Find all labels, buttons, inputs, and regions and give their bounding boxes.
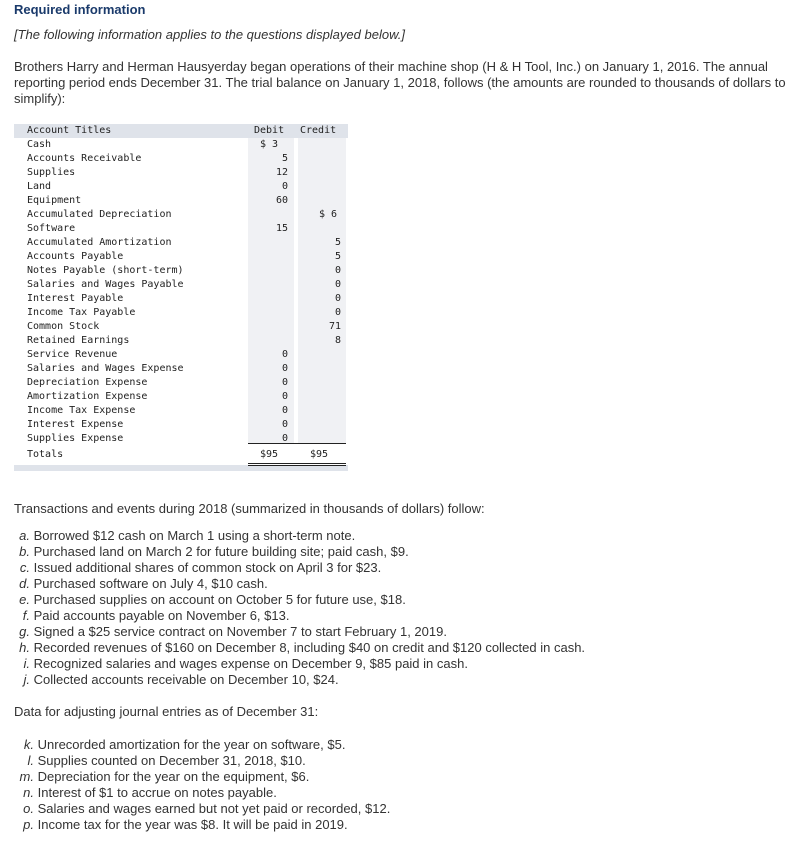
debit-amount: 5 [281, 153, 288, 164]
table-row [14, 236, 348, 250]
adjustment-item-letter: p. [23, 817, 34, 832]
intro-note: [The following information applies to the questions displayed below.] [14, 27, 405, 42]
account-title: Accounts Receivable [27, 153, 142, 164]
credit-amount: 5 [334, 251, 341, 262]
intro-paragraph: Brothers Harry and Herman Hausyerday began operations of their machine shop (H & H Tool, Inc.) on January 1, 2016. The annual reporting period ends December 31. The trial balance on January 1, 2018, follows (the amounts are rounded to thousands of dollars to simplify): [14, 59, 786, 106]
account-title: Equipment [27, 195, 82, 206]
header-account-titles: Account Titles [27, 125, 112, 136]
double-rule-top [248, 463, 346, 464]
table-row [14, 348, 348, 362]
adjustment-item-text: Unrecorded amortization for the year on software, $5. [37, 737, 346, 752]
transaction-item-text: Paid accounts payable on November 6, $13. [33, 608, 290, 623]
adjustment-item [14, 785, 794, 801]
credit-amount: $ 6 [319, 209, 338, 220]
table-row [14, 334, 348, 348]
credit-amount: 5 [334, 237, 341, 248]
transaction-item [14, 640, 794, 656]
account-title: Supplies [27, 167, 76, 178]
transaction-item [14, 544, 794, 560]
account-title: Salaries and Wages Expense [27, 363, 184, 374]
debit-amount: 0 [281, 405, 288, 416]
table-row [14, 404, 348, 418]
debit-amount: 0 [281, 391, 288, 402]
adjustment-item-text: Interest of $1 to accrue on notes payable. [37, 785, 277, 800]
transaction-item [14, 608, 794, 624]
transaction-item-text: Issued additional shares of common stock on April 3 for $23. [33, 560, 382, 575]
table-row [14, 264, 348, 278]
credit-amount: 0 [334, 279, 341, 290]
account-title: Notes Payable (short-term) [27, 265, 184, 276]
account-title: Accumulated Depreciation [27, 209, 172, 220]
transaction-item-letter: c. [19, 560, 30, 575]
account-title: Supplies Expense [27, 433, 124, 444]
adjustment-item-letter: n. [23, 785, 34, 800]
table-row [14, 194, 348, 208]
table-row [14, 418, 348, 432]
page-heading: Required information [14, 2, 146, 17]
debit-amount: 0 [281, 377, 288, 388]
account-title: Service Revenue [27, 349, 118, 360]
account-title: Interest Payable [27, 293, 124, 304]
transaction-item-text: Signed a $25 service contract on November 7 to start February 1, 2019. [33, 624, 447, 639]
adjustment-item [14, 753, 794, 769]
transaction-item [14, 576, 794, 592]
account-title: Amortization Expense [27, 391, 148, 402]
totals-credit: $95 [310, 449, 329, 460]
header-credit: Credit [300, 125, 337, 136]
adjusting-intro: Data for adjusting journal entries as of December 31: [14, 704, 319, 719]
transaction-item-letter: i. [23, 656, 30, 671]
header-debit: Debit [254, 125, 285, 136]
credit-amount: 0 [334, 265, 341, 276]
table-row [14, 278, 348, 292]
account-title: Income Tax Payable [27, 307, 136, 318]
transaction-item [14, 592, 794, 608]
transaction-item-text: Purchased software on July 4, $10 cash. [33, 576, 268, 591]
totals-label: Totals [27, 449, 64, 460]
credit-amount: 8 [334, 335, 341, 346]
transaction-item [14, 528, 794, 544]
account-title: Software [27, 223, 76, 234]
account-title: Land [27, 181, 52, 192]
account-title: Cash [27, 139, 52, 150]
table-row [14, 152, 348, 166]
adjustment-item [14, 737, 794, 753]
totals-rule [248, 443, 346, 444]
transaction-item-text: Collected accounts receivable on December 10, $24. [33, 672, 339, 687]
account-title: Common Stock [27, 321, 100, 332]
account-title: Income Tax Expense [27, 405, 136, 416]
transaction-item [14, 624, 794, 640]
account-title: Accounts Payable [27, 251, 124, 262]
debit-amount: 15 [275, 223, 288, 234]
adjustment-item-text: Income tax for the year was $8. It will be paid in 2019. [37, 817, 348, 832]
debit-amount: 0 [281, 181, 288, 192]
account-title: Salaries and Wages Payable [27, 279, 184, 290]
transaction-item-text: Borrowed $12 cash on March 1 using a short-term note. [33, 528, 356, 543]
account-title: Retained Earnings [27, 335, 130, 346]
transactions-intro: Transactions and events during 2018 (summarized in thousands of dollars) follow: [14, 501, 485, 516]
credit-amount: 0 [334, 293, 341, 304]
adjustment-item-text: Supplies counted on December 31, 2018, $10. [37, 753, 306, 768]
debit-amount: $ 3 [260, 139, 279, 150]
adjustment-item-letter: o. [23, 801, 34, 816]
debit-amount: 12 [275, 167, 288, 178]
totals-row [14, 448, 348, 462]
transaction-item-letter: d. [19, 576, 30, 591]
transaction-item-letter: e. [19, 592, 30, 607]
transaction-item-letter: a. [19, 528, 30, 543]
debit-amount: 0 [281, 419, 288, 430]
account-title: Accumulated Amortization [27, 237, 172, 248]
table-header-row [14, 124, 348, 138]
table-row [14, 138, 348, 152]
table-row [14, 376, 348, 390]
transaction-item-letter: f. [22, 608, 30, 623]
transaction-item-text: Purchased land on March 2 for future building site; paid cash, $9. [33, 544, 409, 559]
debit-amount: 0 [281, 349, 288, 360]
account-title: Interest Expense [27, 419, 124, 430]
credit-amount: 0 [334, 307, 341, 318]
adjustment-item-letter: l. [27, 753, 34, 768]
table-body [14, 138, 348, 446]
adjustment-item [14, 801, 794, 817]
transaction-item-letter: b. [19, 544, 30, 559]
transaction-item [14, 560, 794, 576]
adjustments-list [14, 737, 794, 833]
table-row [14, 166, 348, 180]
table-row [14, 390, 348, 404]
adjustment-item-letter: m. [19, 769, 34, 784]
adjustment-item-text: Salaries and wages earned but not yet paid or recorded, $12. [37, 801, 391, 816]
transaction-item [14, 672, 794, 688]
transaction-item-text: Purchased supplies on account on October 5 for future use, $18. [33, 592, 406, 607]
transaction-item-letter: h. [19, 640, 30, 655]
table-row [14, 362, 348, 376]
transaction-item [14, 656, 794, 672]
trial-balance-table [14, 124, 348, 460]
adjustment-item [14, 769, 794, 785]
debit-amount: 60 [275, 195, 288, 206]
double-rule-bottom [248, 465, 346, 466]
credit-amount: 71 [328, 321, 341, 332]
table-row [14, 208, 348, 222]
transactions-list [14, 528, 794, 688]
debit-amount: 0 [281, 363, 288, 374]
table-row [14, 222, 348, 236]
transaction-item-letter: j. [23, 672, 30, 687]
table-row [14, 250, 348, 264]
adjustment-item-letter: k. [23, 737, 34, 752]
account-title: Depreciation Expense [27, 377, 148, 388]
table-row [14, 320, 348, 334]
transaction-item-text: Recognized salaries and wages expense on December 9, $85 paid in cash. [33, 656, 468, 671]
debit-amount: 0 [281, 433, 288, 444]
table-row [14, 306, 348, 320]
adjustment-item [14, 817, 794, 833]
totals-debit: $95 [260, 449, 279, 460]
transaction-item-letter: g. [19, 624, 30, 639]
adjustment-item-text: Depreciation for the year on the equipment, $6. [37, 769, 310, 784]
table-row [14, 292, 348, 306]
table-row [14, 180, 348, 194]
transaction-item-text: Recorded revenues of $160 on December 8, including $40 on credit and $120 collected in cash. [33, 640, 586, 655]
